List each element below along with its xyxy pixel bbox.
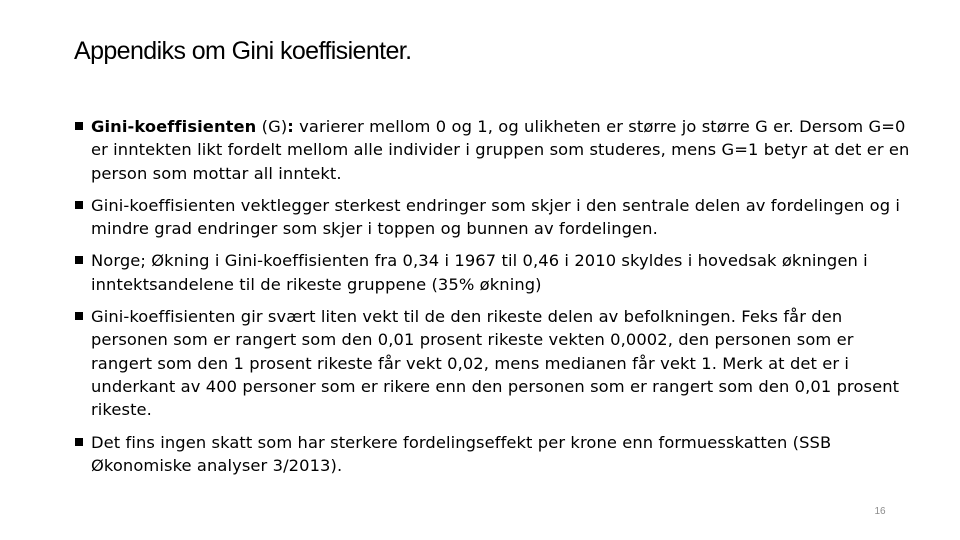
bullet-list [74, 115, 914, 477]
bullet-lead-colon: : [287, 117, 294, 136]
bullet-lead-bold: Gini-koeffisienten [91, 117, 257, 136]
square-bullet-icon [75, 201, 83, 209]
bullet-text: Norge; Økning i Gini-koeffisienten fra 0,34 i 1967 til 0,46 i 2010 skyldes i hovedsak økningen i inntektsandelene til de rikeste gruppene (35% økning) [91, 251, 868, 294]
bullet-item-gini-definition [74, 115, 914, 185]
bullet-item-weighting [74, 194, 914, 241]
slide-title: Appendiks om Gini koeffisienter. [74, 37, 412, 65]
square-bullet-icon [75, 256, 83, 264]
bullet-text: varierer mellom 0 og 1, og ulikheten er større jo større G er. Dersom G=0 er inntekten likt fordelt mellom alle individer i gruppen som studeres, mens G=1 betyr at det er en person som mottar all inntekt. [91, 117, 910, 183]
bullet-text: Gini-koeffisienten gir svært liten vekt til de den rikeste delen av befolkningen. Feks får den personen som er rangert som den 0,01 prosent rikeste vekten 0,0002, den personen som er rangert som den 1 prosent rikeste får vekt 0,02, mens medianen får vekt 1. Merk at det er i underkant av 400 personer som er rikere enn den personen som er rangert som den 0,01 prosent rikeste. [91, 307, 900, 420]
bullet-lead-symbol: (G) [256, 117, 288, 136]
bullet-lead [91, 117, 294, 136]
bullet-item-norway [74, 249, 914, 296]
square-bullet-icon [75, 122, 83, 130]
bullet-item-top-weight [74, 305, 914, 421]
square-bullet-icon [75, 312, 83, 320]
bullet-item-wealth-tax [74, 431, 914, 478]
square-bullet-icon [75, 438, 83, 446]
bullet-text: Gini-koeffisienten vektlegger sterkest endringer som skjer i den sentrale delen av fordelingen og i mindre grad endringer som skjer i toppen og bunnen av fordelingen. [91, 195, 901, 239]
bullet-text: Det fins ingen skatt som har sterkere fordelingseffekt per krone enn formuesskatten (SSB Økonomiske analyser 3/2013). [91, 432, 832, 475]
page-number: 16 [874, 506, 886, 517]
